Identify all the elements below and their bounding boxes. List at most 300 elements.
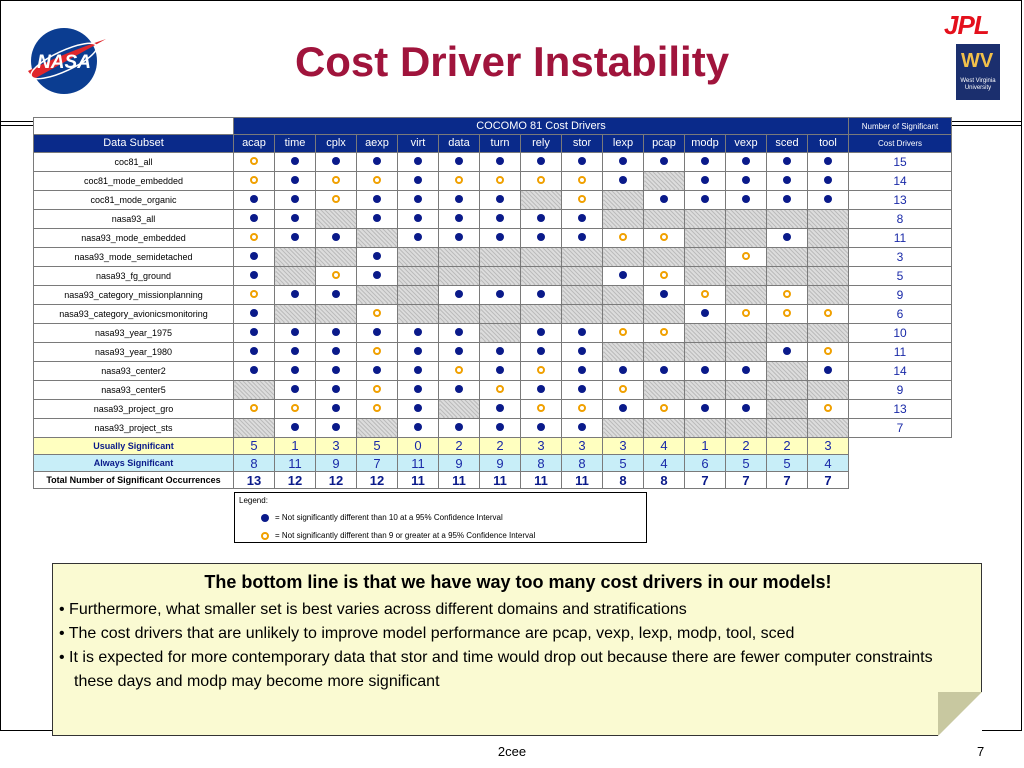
table-cell <box>439 285 480 304</box>
not-significant-cell <box>480 247 521 266</box>
column-header-data: data <box>439 135 480 152</box>
filled-circle-icon <box>824 157 832 165</box>
filled-circle-icon <box>455 157 463 165</box>
table-row <box>34 342 952 361</box>
summary-value: 11 <box>439 472 480 489</box>
not-significant-cell <box>767 247 808 266</box>
table-cell <box>439 418 480 437</box>
row-label: nasa93_year_1975 <box>34 323 234 342</box>
table-row <box>34 190 952 209</box>
summary-value: 1 <box>685 437 726 454</box>
table-row <box>34 209 952 228</box>
table-cell <box>521 209 562 228</box>
filled-circle-icon <box>619 404 627 412</box>
summary-value: 6 <box>685 454 726 471</box>
filled-circle-icon <box>496 195 504 203</box>
filled-circle-icon <box>332 328 340 336</box>
note-headline: The bottom line is that we have way too many cost drivers in our models! <box>204 572 832 592</box>
table-cell <box>316 418 357 437</box>
column-header-time: time <box>275 135 316 152</box>
hollow-circle-icon <box>660 233 668 241</box>
table-cell <box>521 228 562 247</box>
summary-value: 8 <box>562 454 603 471</box>
not-significant-cell <box>726 266 767 285</box>
table-cell <box>480 209 521 228</box>
summary-value: 8 <box>644 472 685 489</box>
not-significant-cell <box>357 228 398 247</box>
not-significant-cell <box>562 247 603 266</box>
not-significant-cell <box>562 266 603 285</box>
table-cell <box>234 152 275 171</box>
not-significant-cell <box>685 342 726 361</box>
not-significant-cell <box>562 304 603 323</box>
not-significant-cell <box>726 323 767 342</box>
not-significant-cell <box>644 209 685 228</box>
table-cell <box>603 171 644 190</box>
summary-value: 3 <box>808 437 849 454</box>
filled-circle-icon <box>578 214 586 222</box>
filled-circle-icon <box>619 366 627 374</box>
wvu-mark: WV <box>961 50 994 72</box>
hollow-circle-icon <box>373 347 381 355</box>
table-cell <box>357 190 398 209</box>
hollow-circle-icon <box>578 404 586 412</box>
filled-circle-icon <box>496 233 504 241</box>
table-cell <box>480 399 521 418</box>
summary-value: 7 <box>685 472 726 489</box>
table-cell <box>767 285 808 304</box>
not-significant-cell <box>603 209 644 228</box>
filled-circle-icon <box>455 423 463 431</box>
filled-circle-icon <box>250 328 258 336</box>
table-cell <box>357 304 398 323</box>
significant-count: 13 <box>849 399 952 418</box>
table-cell <box>521 361 562 380</box>
not-significant-cell <box>275 247 316 266</box>
not-significant-cell <box>767 361 808 380</box>
significant-count: 9 <box>849 380 952 399</box>
subset-header: Data Subset <box>34 135 234 152</box>
table-cell <box>562 380 603 399</box>
row-label: coc81_all <box>34 152 234 171</box>
summary-value: 4 <box>808 454 849 471</box>
table-cell <box>480 418 521 437</box>
cost-driver-table <box>33 117 952 489</box>
table-cell <box>808 171 849 190</box>
table-cell <box>316 152 357 171</box>
group-header: COCOMO 81 Cost Drivers <box>234 118 849 135</box>
filled-circle-icon <box>496 157 504 165</box>
filled-circle-icon <box>619 176 627 184</box>
significant-count: 11 <box>849 342 952 361</box>
row-label: nasa93_mode_embedded <box>34 228 234 247</box>
table-cell <box>603 323 644 342</box>
filled-circle-icon <box>250 271 258 279</box>
table-cell <box>398 418 439 437</box>
legend-ring-row <box>261 531 535 540</box>
hollow-circle-icon <box>250 157 258 165</box>
table-cell <box>275 418 316 437</box>
filled-circle-icon <box>373 214 381 222</box>
table-cell <box>644 399 685 418</box>
table-cell <box>234 228 275 247</box>
table-cell <box>275 323 316 342</box>
table-cell <box>562 418 603 437</box>
table-cell <box>726 304 767 323</box>
table-cell <box>439 228 480 247</box>
filled-circle-icon <box>537 385 545 393</box>
table-cell <box>398 342 439 361</box>
hollow-circle-icon <box>455 176 463 184</box>
not-significant-cell <box>644 418 685 437</box>
filled-circle-icon <box>660 290 668 298</box>
legend-ring-text: = Not significantly different than 9 or greater at a 95% Confidence Interval <box>275 531 536 540</box>
row-label: nasa93_fg_ground <box>34 266 234 285</box>
not-significant-cell <box>644 380 685 399</box>
column-header-sced: sced <box>767 135 808 152</box>
filled-circle-icon <box>496 423 504 431</box>
filled-circle-icon <box>414 214 422 222</box>
filled-circle-icon <box>414 423 422 431</box>
table-cell <box>398 209 439 228</box>
summary-value: 1 <box>275 437 316 454</box>
filled-circle-icon <box>373 195 381 203</box>
table-cell <box>562 399 603 418</box>
summary-value: 3 <box>603 437 644 454</box>
filled-circle-icon <box>332 385 340 393</box>
filled-circle-icon <box>824 176 832 184</box>
hollow-circle-icon <box>660 328 668 336</box>
filled-circle-icon <box>455 214 463 222</box>
table-cell <box>808 190 849 209</box>
jpl-logo: JPL <box>944 10 989 40</box>
table-cell <box>316 285 357 304</box>
summary-blank <box>849 437 952 454</box>
note-bullets <box>59 598 964 694</box>
filled-circle-icon <box>332 157 340 165</box>
table-row <box>34 304 952 323</box>
legend-dot-text: = Not significantly different than 10 at a 95% Confidence Interval <box>275 513 503 522</box>
table-cell <box>480 152 521 171</box>
table-cell <box>521 342 562 361</box>
filled-circle-icon <box>578 157 586 165</box>
table-cell <box>685 304 726 323</box>
table-cell <box>521 323 562 342</box>
filled-circle-icon <box>701 195 709 203</box>
table-cell <box>275 285 316 304</box>
table-cell <box>439 190 480 209</box>
significant-count: 15 <box>849 152 952 171</box>
filled-circle-icon <box>496 366 504 374</box>
not-significant-cell <box>685 209 726 228</box>
significant-count: 9 <box>849 285 952 304</box>
summary-value: 5 <box>767 454 808 471</box>
filled-circle-icon <box>455 290 463 298</box>
table-cell <box>275 228 316 247</box>
table-cell <box>316 228 357 247</box>
table-cell <box>398 171 439 190</box>
filled-circle-icon <box>660 157 668 165</box>
filled-circle-icon <box>261 514 269 522</box>
table-cell <box>439 361 480 380</box>
table-cell <box>767 228 808 247</box>
page-number: 7 <box>977 744 985 759</box>
filled-circle-icon <box>537 290 545 298</box>
table-row <box>34 152 952 171</box>
table-cell <box>439 323 480 342</box>
table-cell <box>685 152 726 171</box>
table-cell <box>726 361 767 380</box>
significant-count: 14 <box>849 361 952 380</box>
table-cell <box>357 209 398 228</box>
table-cell <box>644 361 685 380</box>
not-significant-cell <box>808 380 849 399</box>
summary-value: 9 <box>316 454 357 471</box>
filled-circle-icon <box>455 233 463 241</box>
not-significant-cell <box>439 304 480 323</box>
table-cell <box>562 361 603 380</box>
table-cell <box>234 209 275 228</box>
hollow-circle-icon <box>332 176 340 184</box>
not-significant-cell <box>316 247 357 266</box>
summary-value: 7 <box>357 454 398 471</box>
column-header-acap: acap <box>234 135 275 152</box>
filled-circle-icon <box>742 195 750 203</box>
not-significant-cell <box>603 285 644 304</box>
table-cell <box>357 399 398 418</box>
filled-circle-icon <box>578 328 586 336</box>
not-significant-cell <box>767 418 808 437</box>
not-significant-cell <box>234 380 275 399</box>
table-cell <box>439 342 480 361</box>
summary-value: 12 <box>357 472 398 489</box>
filled-circle-icon <box>250 195 258 203</box>
svg-text:NASA: NASA <box>37 52 91 73</box>
hollow-circle-icon <box>261 532 269 540</box>
filled-circle-icon <box>455 385 463 393</box>
table-cell <box>767 304 808 323</box>
not-significant-cell <box>234 418 275 437</box>
hollow-circle-icon <box>537 366 545 374</box>
significant-count: 8 <box>849 209 952 228</box>
table-cell <box>480 361 521 380</box>
summary-value: 5 <box>234 437 275 454</box>
table-cell <box>275 380 316 399</box>
significant-count: 6 <box>849 304 952 323</box>
filled-circle-icon <box>291 385 299 393</box>
filled-circle-icon <box>373 271 381 279</box>
summary-value: 11 <box>480 472 521 489</box>
not-significant-cell <box>398 304 439 323</box>
filled-circle-icon <box>291 233 299 241</box>
filled-circle-icon <box>701 176 709 184</box>
filled-circle-icon <box>537 233 545 241</box>
legend-title: Legend: <box>239 496 268 505</box>
summary-value: 11 <box>398 454 439 471</box>
row-label: nasa93_project_sts <box>34 418 234 437</box>
table-cell <box>234 342 275 361</box>
column-header-virt: virt <box>398 135 439 152</box>
filled-circle-icon <box>537 423 545 431</box>
not-significant-cell <box>398 266 439 285</box>
summary-value: 2 <box>767 437 808 454</box>
table-cell <box>767 152 808 171</box>
summary-value: 3 <box>316 437 357 454</box>
row-label: nasa93_year_1980 <box>34 342 234 361</box>
summary-value: 7 <box>767 472 808 489</box>
table-cell <box>275 152 316 171</box>
filled-circle-icon <box>537 157 545 165</box>
not-significant-cell <box>644 304 685 323</box>
column-header-pcap: pcap <box>644 135 685 152</box>
filled-circle-icon <box>414 195 422 203</box>
table-cell <box>603 266 644 285</box>
filled-circle-icon <box>537 214 545 222</box>
table-cell <box>767 171 808 190</box>
table-cell <box>234 266 275 285</box>
not-significant-cell <box>439 247 480 266</box>
not-significant-cell <box>685 266 726 285</box>
table-cell <box>316 323 357 342</box>
not-significant-cell <box>685 323 726 342</box>
filled-circle-icon <box>619 157 627 165</box>
filled-circle-icon <box>414 157 422 165</box>
table-cell <box>398 228 439 247</box>
table-cell <box>644 266 685 285</box>
table-cell <box>726 190 767 209</box>
summary-value: 2 <box>480 437 521 454</box>
filled-circle-icon <box>496 214 504 222</box>
hollow-circle-icon <box>742 252 750 260</box>
summary-value: 4 <box>644 454 685 471</box>
count-header-2: Cost Drivers <box>849 135 952 152</box>
not-significant-cell <box>480 323 521 342</box>
not-significant-cell <box>562 285 603 304</box>
filled-circle-icon <box>742 366 750 374</box>
table-cell <box>480 342 521 361</box>
table-cell <box>685 285 726 304</box>
not-significant-cell <box>521 190 562 209</box>
filled-circle-icon <box>455 195 463 203</box>
summary-value: 11 <box>521 472 562 489</box>
table-cell <box>480 190 521 209</box>
filled-circle-icon <box>701 309 709 317</box>
hollow-circle-icon <box>332 195 340 203</box>
summary-value: 12 <box>316 472 357 489</box>
hollow-circle-icon <box>373 176 381 184</box>
not-significant-cell <box>644 171 685 190</box>
row-label: nasa93_mode_semidetached <box>34 247 234 266</box>
table-cell <box>398 361 439 380</box>
not-significant-cell <box>275 304 316 323</box>
summary-value: 4 <box>644 437 685 454</box>
table-row <box>34 266 952 285</box>
hollow-circle-icon <box>496 176 504 184</box>
table-cell <box>357 266 398 285</box>
filled-circle-icon <box>414 347 422 355</box>
not-significant-cell <box>603 342 644 361</box>
not-significant-cell <box>480 304 521 323</box>
table-cell <box>808 304 849 323</box>
filled-circle-icon <box>824 195 832 203</box>
not-significant-cell <box>316 304 357 323</box>
table-cell <box>439 380 480 399</box>
filled-circle-icon <box>332 347 340 355</box>
summary-value: 2 <box>439 437 480 454</box>
filled-circle-icon <box>783 233 791 241</box>
summary-blank <box>849 472 952 489</box>
table-cell <box>234 361 275 380</box>
table-cell <box>480 228 521 247</box>
filled-circle-icon <box>414 385 422 393</box>
hollow-circle-icon <box>496 385 504 393</box>
table-cell <box>275 209 316 228</box>
not-significant-cell <box>644 342 685 361</box>
filled-circle-icon <box>414 233 422 241</box>
not-significant-cell <box>357 285 398 304</box>
filled-circle-icon <box>660 195 668 203</box>
table-cell <box>275 190 316 209</box>
hollow-circle-icon <box>578 195 586 203</box>
table-cell <box>644 152 685 171</box>
table-cell <box>562 190 603 209</box>
summary-value: 13 <box>234 472 275 489</box>
filled-circle-icon <box>373 157 381 165</box>
note-bullet: • It is expected for more contemporary data that stor and time would drop out because there are fewer computer constraints these days and modp may become more significant <box>59 649 933 690</box>
not-significant-cell <box>726 380 767 399</box>
column-header-cplx: cplx <box>316 135 357 152</box>
count-header-1: Number of Significant <box>849 118 952 135</box>
column-header-lexp: lexp <box>603 135 644 152</box>
table-cell <box>357 323 398 342</box>
table-cell <box>562 171 603 190</box>
column-header-rely: rely <box>521 135 562 152</box>
summary-value: 5 <box>603 454 644 471</box>
filled-circle-icon <box>414 176 422 184</box>
table-cell <box>480 171 521 190</box>
table-cell <box>398 380 439 399</box>
table-cell <box>726 171 767 190</box>
table-cell <box>357 342 398 361</box>
table-row <box>34 380 952 399</box>
summary-value: 2 <box>726 437 767 454</box>
hollow-circle-icon <box>250 404 258 412</box>
table-cell <box>644 228 685 247</box>
filled-circle-icon <box>373 252 381 260</box>
table-cell <box>644 190 685 209</box>
summary-value: 11 <box>562 472 603 489</box>
table-cell <box>726 247 767 266</box>
hollow-circle-icon <box>250 233 258 241</box>
filled-circle-icon <box>291 290 299 298</box>
summary-row <box>34 472 952 489</box>
table-cell <box>808 152 849 171</box>
table-cell <box>275 342 316 361</box>
table-cell <box>603 228 644 247</box>
filled-circle-icon <box>373 328 381 336</box>
summary-value: 7 <box>726 472 767 489</box>
filled-circle-icon <box>496 290 504 298</box>
hollow-circle-icon <box>619 328 627 336</box>
not-significant-cell <box>316 209 357 228</box>
wvu-text: West Virginia University <box>960 78 996 91</box>
table-cell <box>562 342 603 361</box>
summary-note <box>52 563 982 736</box>
legend-dot-row <box>261 513 503 522</box>
table-cell <box>726 152 767 171</box>
table-cell <box>316 361 357 380</box>
hollow-circle-icon <box>537 176 545 184</box>
